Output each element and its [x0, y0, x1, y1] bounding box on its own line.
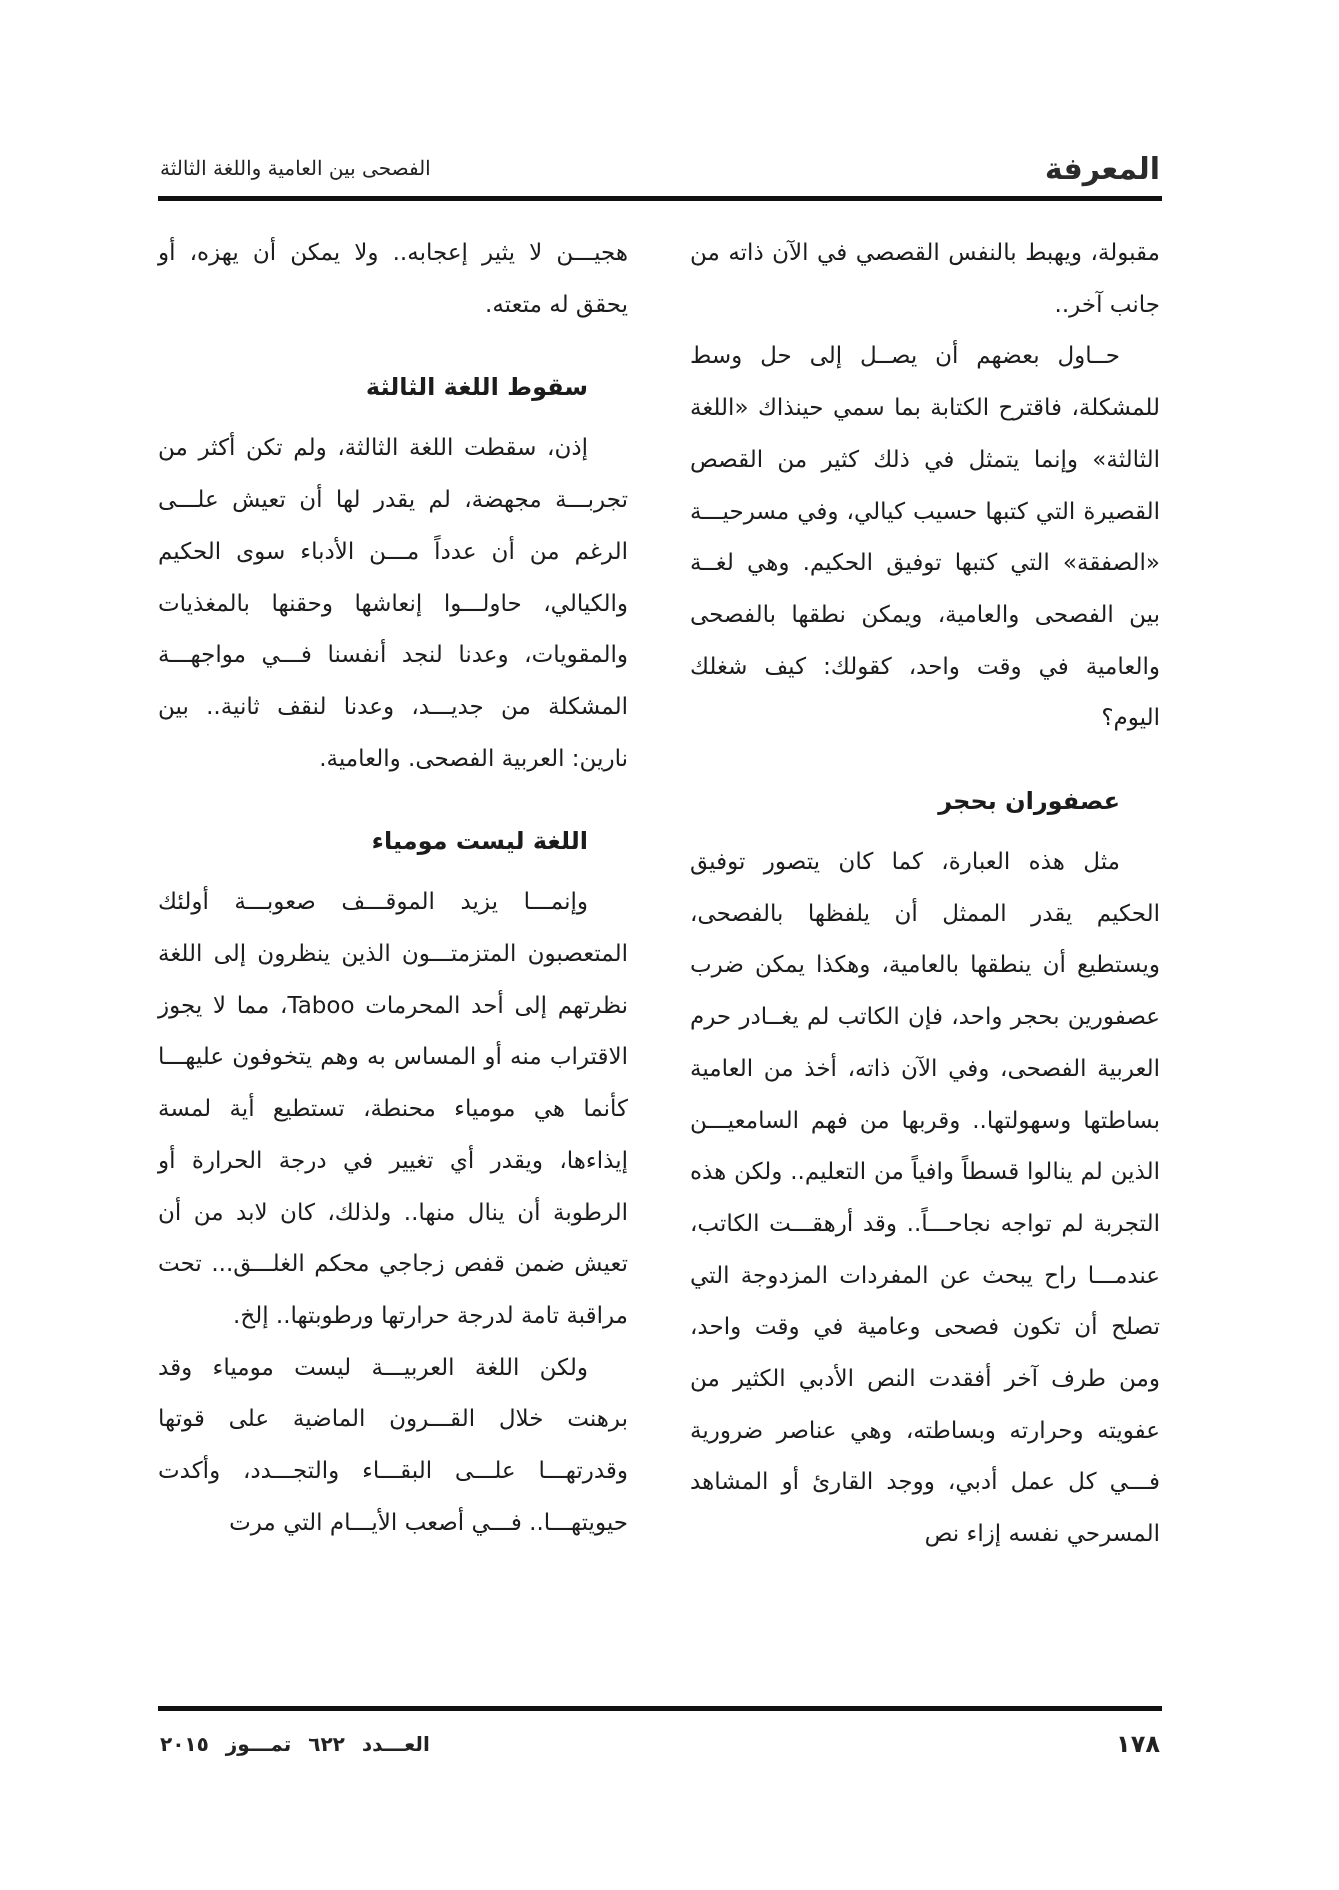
left-paragraph-4: ولكن اللغة العربيـــة ليست مومياء وقد برهنت خلال القـــرون الماضية على قوتها وقدرتهـــا علـــى البقـــاء والتجـــدد، وأكدت حيويتهـــا.. فـــي أصعب الأيـــام التي مرت [158, 1354, 628, 1536]
left-paragraph-1: هجيـــن لا يثير إعجابه.. ولا يمكن أن يهزه، أو يحقق له متعته. [158, 240, 628, 318]
page-number: ١٧٨ [1116, 1730, 1160, 1758]
right-paragraph-2: حــاول بعضهم أن يصــل إلى حل وسط للمشكلة، فاقترح الكتابة بما سمي حينذاك «اللغة الثالثة» وإنما يتمثل في ذلك كثير من القصص القصيرة التي كتبها حسيب كيالي، وفي مسرحيـــة «الصفقة» التي كتبها توفيق الحكيم. وهي لغــة بين الفصحى والعامية، ويمكن نطقها بالفصحى والعامية في وقت واحد، كقولك: كيف شغلك اليوم؟ [690, 343, 1160, 732]
page-footer [160, 1730, 1160, 1770]
left-column [158, 228, 628, 1549]
issue-info: العـــدد ٦٢٢ تمـــوز ٢٠١٥ [160, 1732, 430, 1756]
header-rule [158, 196, 1162, 201]
left-paragraph-2: إذن، سقطت اللغة الثالثة، ولم تكن أكثر من تجربـــة مجهضة، لم يقدر لها أن تعيش علـــى الرغم من أن عدداً مـــن الأدباء سوى الحكيم والكيالي، حاولـــوا إنعاشها وحقنها بالمغذيات والمقويات، وعدنا لنجد أنفسنا فـــي مواجهـــة المشكلة من جديـــد، وعدنا لنقف ثانية.. بين نارين: العربية الفصحى. والعامية. [158, 435, 628, 772]
page-header [160, 148, 1160, 194]
section-heading-sparrows: عصفوران بحجر [938, 787, 1120, 816]
footer-rule [158, 1706, 1162, 1711]
magazine-logo: المعرفة [1044, 152, 1160, 187]
right-paragraph-1: مقبولة، ويهبط بالنفس القصصي في الآن ذاته من جانب آخر.. [690, 240, 1160, 318]
left-paragraph-3: وإنمـــا يزيد الموقـــف صعوبـــة أولئك المتعصبون المتزمتـــون الذين ينظرون إلى اللغة نظرتهم إلى أحد المحرمات Taboo، مما لا يجوز الاقتراب منه أو المساس به وهم يتخوفون عليهـــا كأنما هي مومياء محنطة، تستطيع أية لمسة إيذاءها، ويقدر أي تغيير في درجة الحرارة أو الرطوبة أن ينال منها.. ولذلك، كان لابد من أن تعيش ضمن قفص زجاجي محكم الغلـــق... تحت مراقبة تامة لدرجة حرارتها ورطوبتها.. إلخ. [158, 889, 628, 1329]
running-title: الفصحى بين العامية واللغة الثالثة [160, 156, 431, 180]
section-heading-fall: سقوط اللغة الثالثة [365, 373, 588, 402]
section-heading-mummy: اللغة ليست مومياء [371, 827, 588, 856]
right-column [690, 228, 1160, 1561]
right-paragraph-3: مثل هذه العبارة، كما كان يتصور توفيق الحكيم يقدر الممثل أن يلفظها بالفصحى، ويستطيع أن ينطقها بالعامية، وهكذا يمكن ضرب عصفورين بحجر واحد، فإن الكاتب لم يغــادر حرم العربية الفصحى، وفي الآن ذاته، أخذ من العامية بساطتها وسهولتها.. وقربها من فهم السامعيـــن الذين لم ينالوا قسطاً وافياً من التعليم.. ولكن هذه التجربة لم تواجه نجاحـــاً.. وقد أرهقـــت الكاتب، عندمـــا راح يبحث عن المفردات المزدوجة التي تصلح أن تكون فصحى وعامية في وقت واحد، ومن طرف آخر أفقدت النص الأدبي الكثير من عفويته وحرارته وبساطته، وهي عناصر ضرورية فـــي كل عمل أدبي، ووجد القارئ أو المشاهد المسرحي نفسه إزاء نص [690, 849, 1160, 1548]
